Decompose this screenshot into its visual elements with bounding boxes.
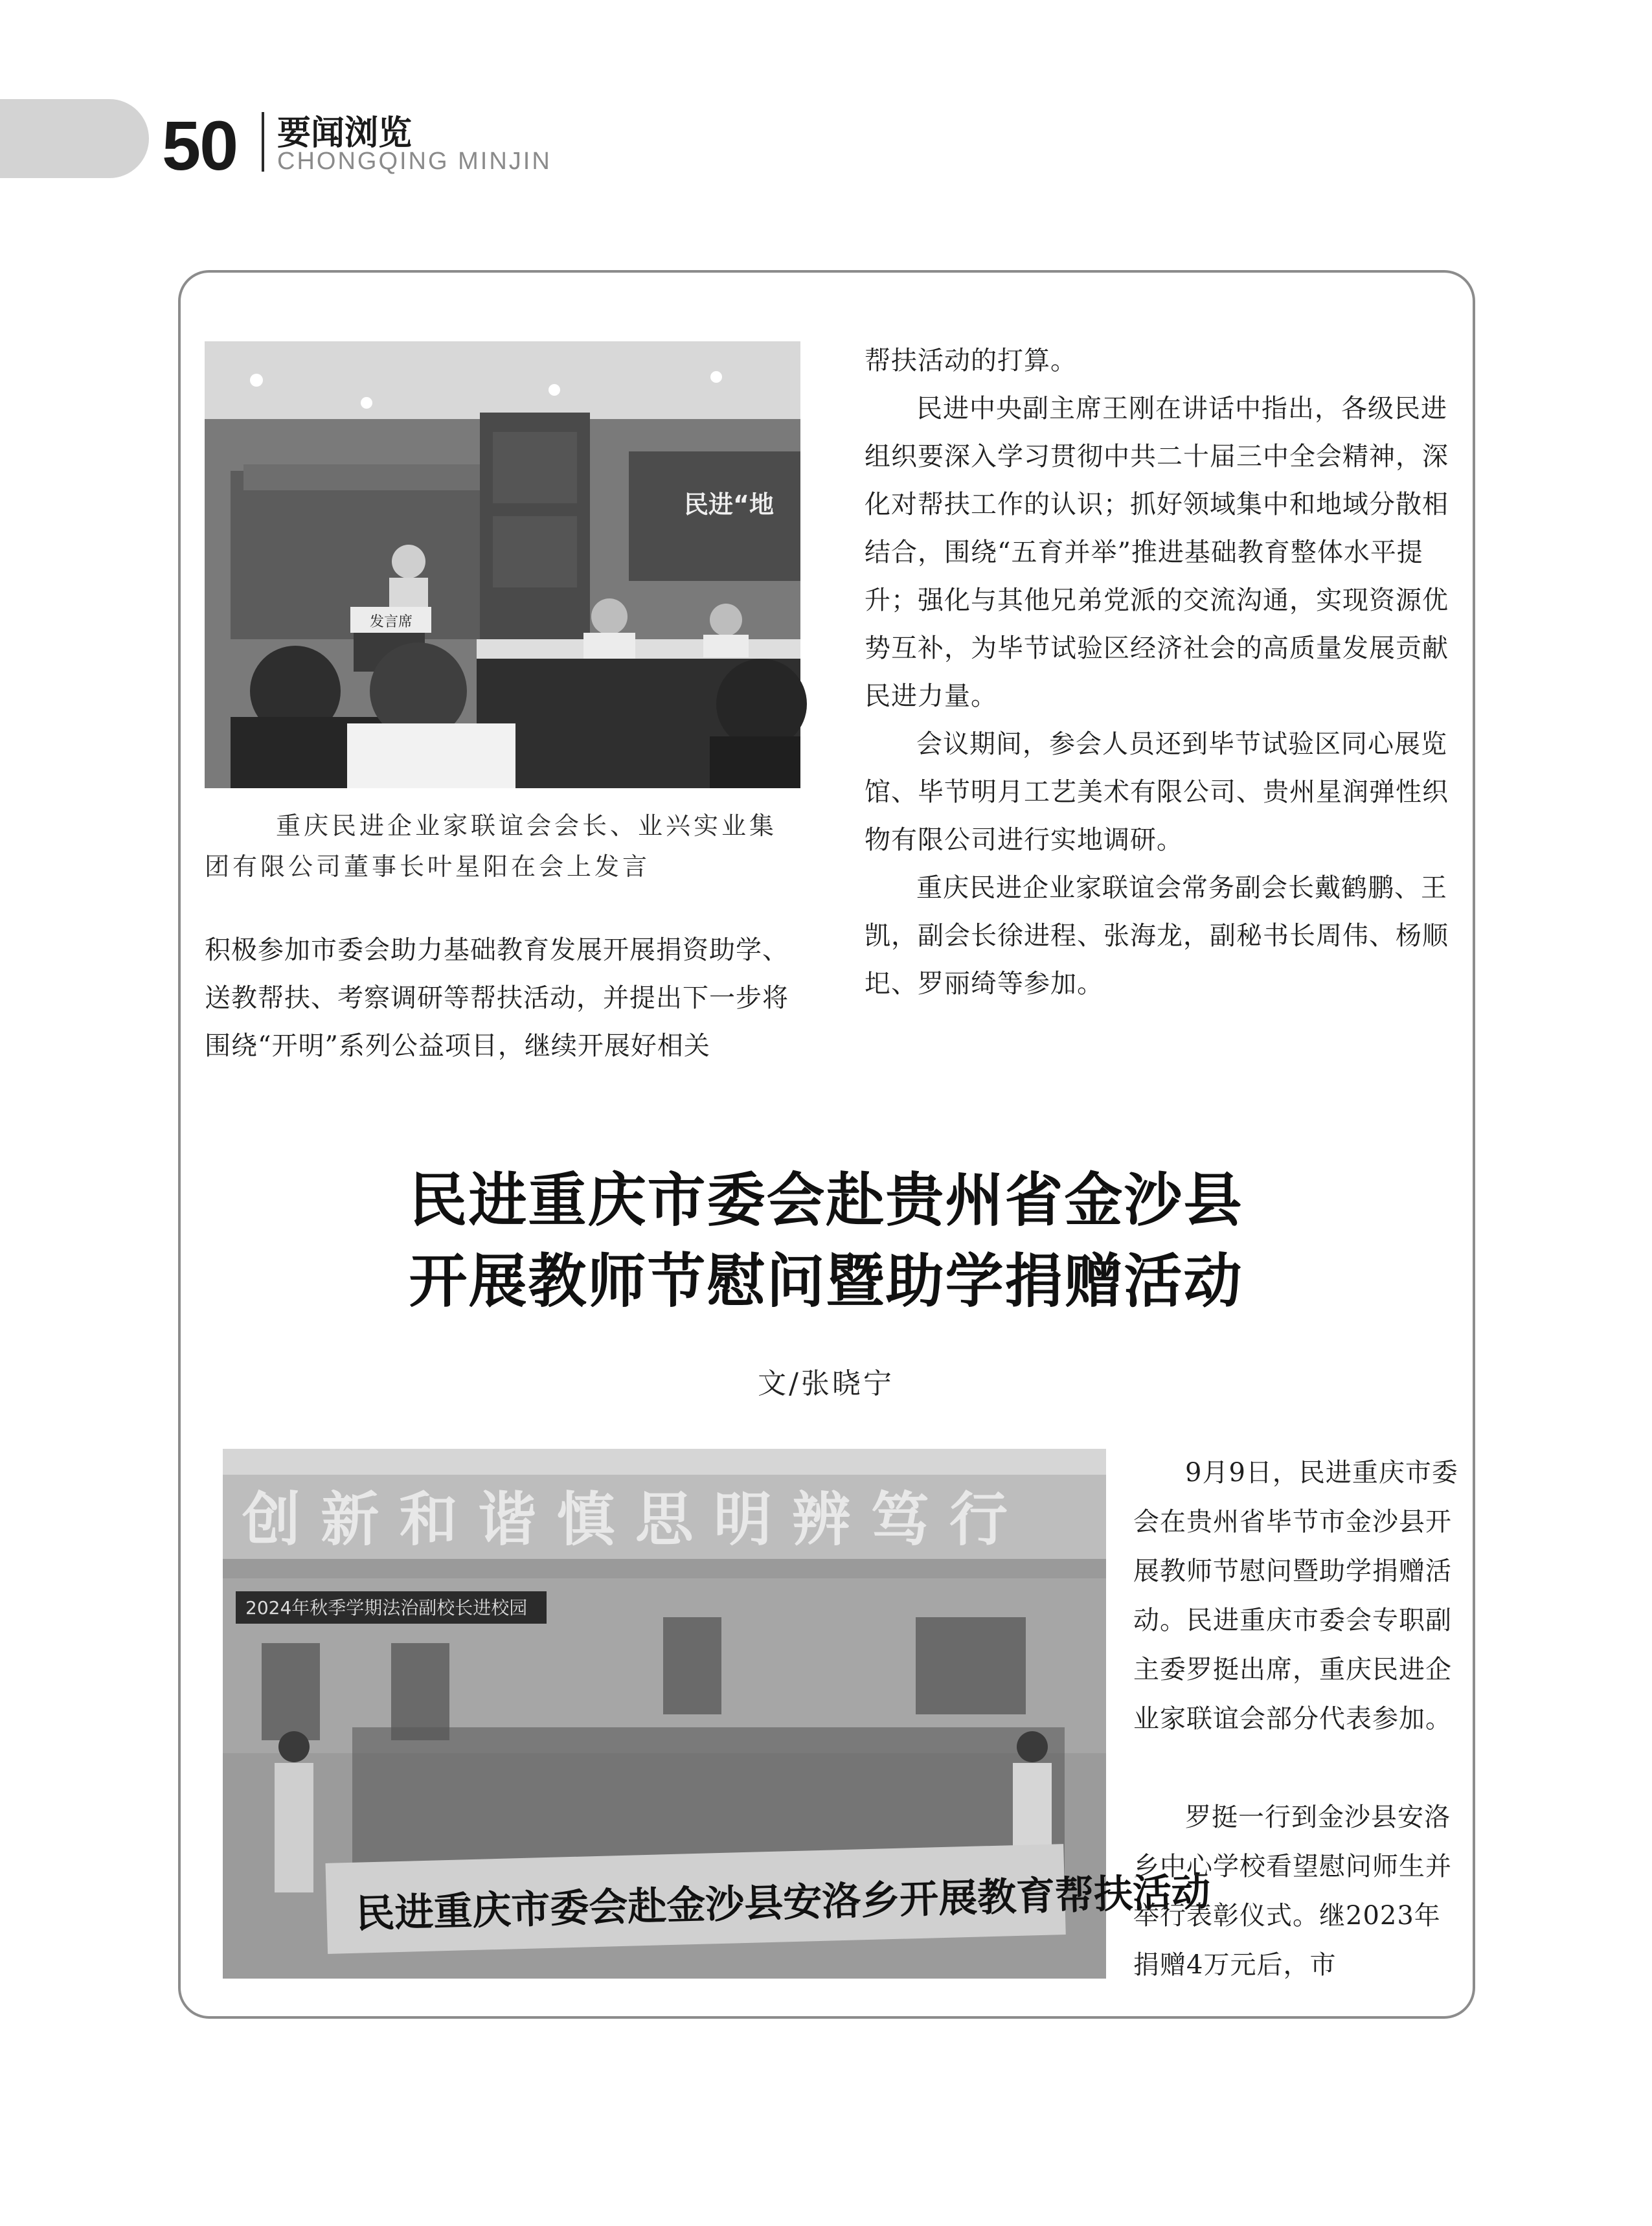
article2-paragraph-1: 9月9日，民进重庆市委会在贵州省毕节市金沙县开展教师节慰问暨助学捐赠活动。民进重庆市委会专职副主委罗挺出席，重庆民进企业家联谊会部分代表参加。 [1133,1458,1458,1734]
conference-photo [205,341,800,788]
article2-byline: 文/张晓宁 [758,1367,894,1400]
header-tab [0,99,149,178]
article2-paragraph-2: 罗挺一行到金沙县安洛乡中心学校看望慰问师生并举行表彰仪式。继2023年捐赠4万元后，市 [1133,1802,1452,1980]
podium-nameplate: 发言席 [370,614,413,630]
article1-paragraph-2: 民进中央副主席王刚在讲话中指出，各级民进组织要深入学习贯彻中共二十届三中全会精神，深化对帮扶工作的认识；抓好领域集中和地域分散相结合，围绕“五育并举”推进基础教育整体水平提升；强化与其他兄弟党派的交流沟通，实现资源优势互补，为毕节试验区经济社会的高质量发展贡献民进力量。 [865,394,1449,711]
group-photo [223,1449,1212,1979]
section-title: 要闻浏览 [277,114,413,153]
header-divider [262,112,264,172]
article1-paragraph-4: 重庆民进企业家联谊会常务副会长戴鹤鹏、王凯，副会长徐进程、张海龙，副秘书长周伟、杨顺圯、罗丽绮等参加。 [865,873,1449,999]
page-number: 50 [162,106,238,185]
section-subtitle: CHONGQING MINJIN [277,148,552,175]
article1-left-paragraph: 积极参加市委会助力基础教育发展开展捐资助学、送教帮扶、考察调研等帮扶活动，并提出下一步将围绕“开明”系列公益项目，继续开展好相关 [205,935,789,1061]
article2-headline-line2: 开展教师节慰问暨助学捐赠活动 [409,1247,1243,1315]
article1-paragraph-3: 会议期间，参会人员还到毕节试验区同心展览馆、毕节明月工艺美术有限公司、贵州星润弹性织物有限公司进行实地调研。 [865,729,1449,855]
photo-caption-line2: 团有限公司董事长叶星阳在会上发言 [205,852,651,881]
event-banner-text: 民进重庆市委会赴金沙县安洛乡开展教育帮扶活动 [355,1869,1212,1937]
conference-banner-text: 民进“地 [684,490,774,519]
school-sign-text: 2024年秋季学期法治副校长进校园 [245,1597,528,1618]
article1-paragraph-1: 帮扶活动的打算。 [865,346,1077,376]
building-slogan: 创 新 和 谐 慎 思 明 辨 笃 行 [242,1486,1008,1554]
photo-caption-line1: 重庆民进企业家联谊会会长、业兴实业集 [276,812,778,840]
article2-headline-line1: 民进重庆市委会赴贵州省金沙县 [409,1166,1243,1234]
